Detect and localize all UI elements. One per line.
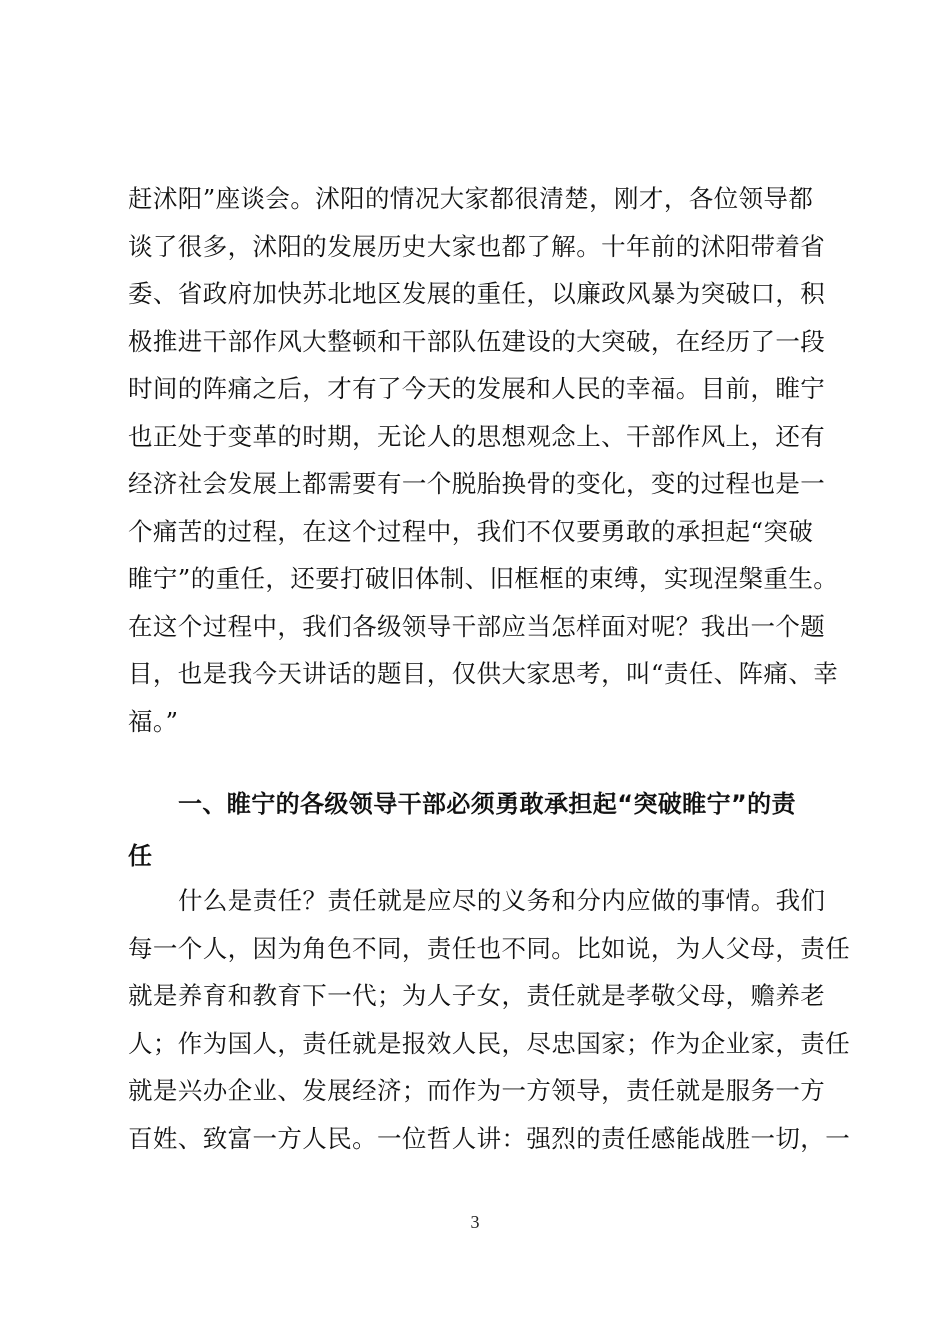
paragraph-line: 就是养育和教育下一代；为人子女，责任就是孝敬父母，赡养老 xyxy=(128,981,826,1010)
heading-line: 任 xyxy=(128,842,153,870)
paragraph-line: 也正处于变革的时期，无论人的思想观念上、干部作风上，还有 xyxy=(128,421,826,451)
paragraph-line: 经济社会发展上都需要有一个脱胎换骨的变化，变的过程也是一 xyxy=(128,469,826,498)
paragraph-line: 什么是责任？责任就是应尽的义务和分内应做的事情。我们 xyxy=(178,886,826,915)
paragraph-line: 在这个过程中，我们各级领导干部应当怎样面对呢？我出一个题 xyxy=(128,611,826,641)
heading-line: 一、睢宁的各级领导干部必须勇敢承担起“突破睢宁”的责 xyxy=(178,790,796,818)
section-heading xyxy=(128,778,828,882)
paragraph-line: 每一个人，因为角色不同，责任也不同。比如说，为人父母，责任 xyxy=(128,933,851,963)
paragraph-line: 百姓、致富一方人民。一位哲人讲：强烈的责任感能战胜一切，一 xyxy=(128,1123,851,1153)
paragraph-line: 人；作为国人，责任就是报效人民，尽忠国家；作为企业家，责任 xyxy=(128,1028,851,1058)
paragraph-line: 睢宁”的重任，还要打破旧体制、旧框框的束缚，实现涅槃重生。 xyxy=(128,564,839,593)
paragraph-line: 时间的阵痛之后，才有了今天的发展和人民的幸福。目前，睢宁 xyxy=(128,374,826,403)
body-paragraph xyxy=(128,877,851,1162)
paragraph-line: 目，也是我今天讲话的题目，仅供大家思考，叫“责任、阵痛、幸 xyxy=(128,659,839,688)
paragraph-line: 谈了很多，沭阳的发展历史大家也都了解。十年前的沭阳带着省 xyxy=(128,231,826,261)
paragraph-line: 就是兴办企业、发展经济；而作为一方领导，责任就是服务一方 xyxy=(128,1076,826,1105)
paragraph-line: 个痛苦的过程，在这个过程中，我们不仅要勇敢的承担起“突破 xyxy=(128,516,814,546)
page-number: 3 xyxy=(470,1212,480,1232)
paragraph-line: 赶沭阳”座谈会。沭阳的情况大家都很清楚，刚才，各位领导都 xyxy=(128,184,814,213)
paragraph-line: 委、省政府加快苏北地区发展的重任，以廉政风暴为突破口，积 xyxy=(128,279,826,308)
paragraph-line: 极推进干部作风大整顿和干部队伍建设的大突破，在经历了一段 xyxy=(128,326,826,356)
intro-paragraph xyxy=(128,175,839,745)
paragraph-line: 福。” xyxy=(128,706,179,736)
